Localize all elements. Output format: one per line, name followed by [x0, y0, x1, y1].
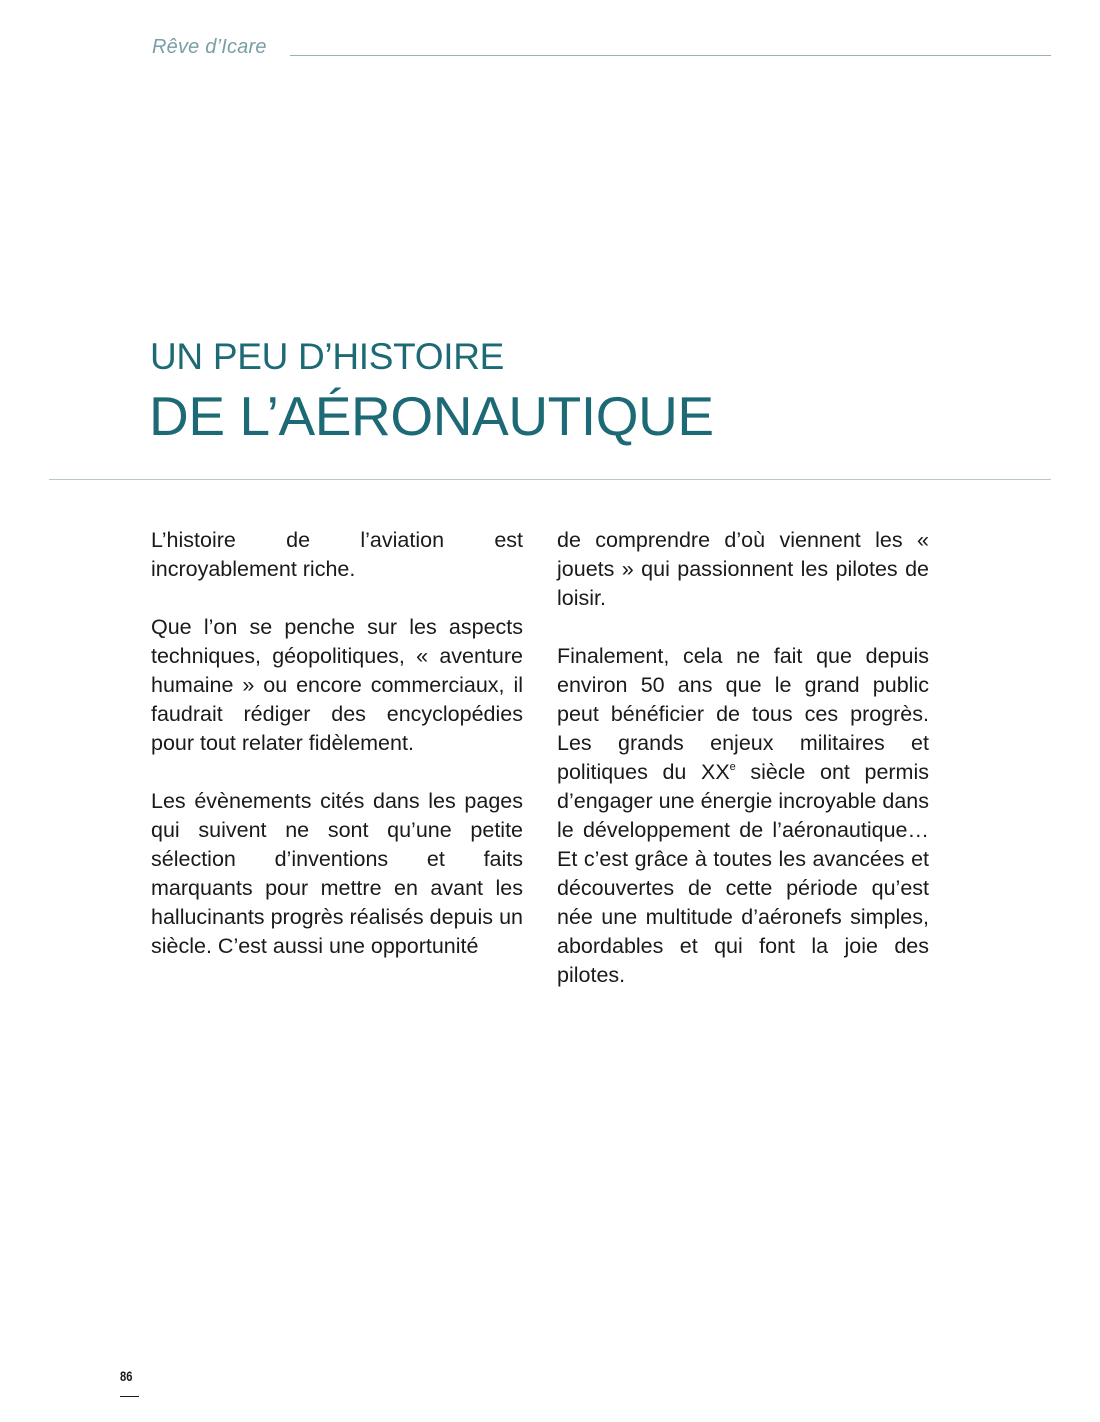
superscript: e [729, 761, 736, 773]
paragraph: Les évènements cités dans les pages qui suivent ne sont qu’une petite sélection d’inventions et faits marquants pour mettre en avant les hallucinants progrès réalisés depuis un siècle. C’est aussi une opportunité [151, 789, 523, 958]
header-rule [290, 55, 1051, 56]
running-title: Rêve d’Icare [152, 36, 267, 58]
paragraph [557, 642, 929, 990]
paragraph-text: Finalement, cela ne fait que depuis environ 50 ans que le grand public peut bénéficier de tous ces progrès. Les grands enjeux militaires et politiques du XX [557, 644, 929, 784]
section-divider [49, 479, 1051, 480]
title-line-1: UN PEU D’HISTOIRE [150, 336, 504, 377]
paragraph-text: siècle ont permis d’engager une énergie incroyable dans le développement de l’aéronautique… Et c’est grâce à toutes les avancées et découvertes de cette période qu’est née une multitude d’aéronefs simples, abordables et qui font la joie des pilotes. [557, 760, 929, 987]
page-number-rule [120, 1396, 139, 1397]
title-line-2: DE L’AÉRONAUTIQUE [149, 385, 714, 447]
text-column-left [151, 526, 523, 961]
text-column-right [557, 526, 929, 990]
page-number: 86 [120, 1368, 133, 1384]
paragraph: Que l’on se penche sur les aspects techniques, géopolitiques, « aventure humaine » ou encore commerciaux, il faudrait rédiger des encyclopédies pour tout relater fidèlement. [151, 615, 523, 755]
paragraph: de comprendre d’où viennent les « jouets » qui passionnent les pilotes de loisir. [557, 528, 929, 610]
paragraph: L’histoire de l’aviation est incroyablement riche. [151, 528, 523, 581]
